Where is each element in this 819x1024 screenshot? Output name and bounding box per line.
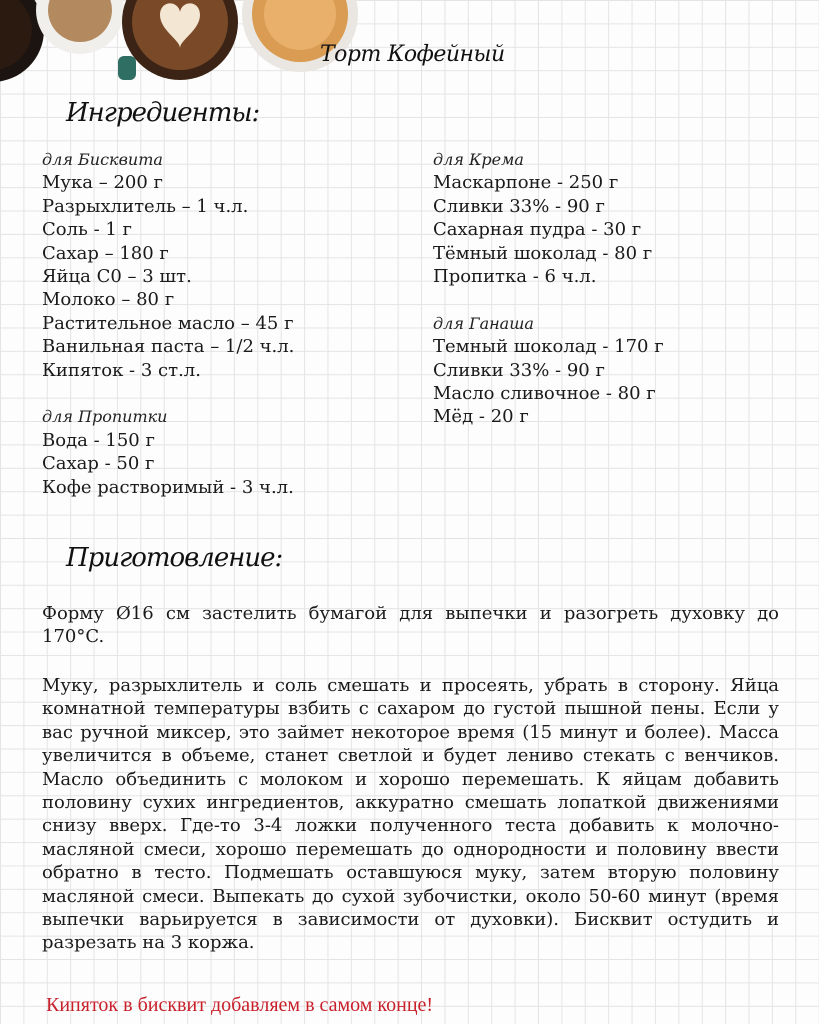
sponge-item: Яйца С0 – 3 шт. [42, 266, 192, 288]
ganache-heading: для Ганаша [433, 313, 534, 333]
sponge-item: Растительное масло – 45 г [42, 312, 294, 334]
sponge-item: Мука – 200 г [42, 172, 163, 194]
preparation-step: Форму Ø16 см застелить бумагой для выпечки и разогреть духовку до 170°C. [42, 603, 779, 648]
ganache-item: Мёд - 20 г [433, 406, 529, 428]
coffee-cups-image [0, 0, 360, 90]
sponge-item: Соль - 1 г [42, 219, 132, 241]
cream-heading: для Крема [433, 150, 524, 169]
ingredients-left-column [42, 148, 294, 499]
soak-item: Кофе растворимый - 3 ч.л. [42, 476, 294, 498]
cream-item: Пропитка - 6 ч.л. [433, 266, 597, 288]
ganache-item: Сливки 33% - 90 г [433, 359, 605, 381]
cream-item: Маскарпоне - 250 г [433, 172, 619, 194]
ganache-item: Темный шоколад - 170 г [433, 336, 664, 358]
soak-heading: для Пропитки [42, 407, 168, 427]
preparation-heading: Приготовление: [66, 543, 283, 573]
warning-note: Кипяток в бисквит добавляем в самом конце! [46, 994, 434, 1016]
sponge-heading: для Бисквита [42, 150, 163, 169]
cream-item: Тёмный шоколад - 80 г [433, 242, 653, 264]
ingredients-right-column [433, 148, 664, 429]
ganache-item: Масло сливочное - 80 г [433, 383, 656, 405]
sponge-item: Разрыхлитель – 1 ч.л. [42, 195, 249, 217]
sponge-item: Молоко – 80 г [42, 289, 175, 311]
soak-item: Сахар - 50 г [42, 453, 155, 475]
cream-item: Сахарная пудра - 30 г [433, 219, 642, 241]
sponge-item: Сахар – 180 г [42, 242, 169, 264]
sponge-item: Ванильная паста – 1/2 ч.л. [42, 336, 295, 358]
sponge-item: Кипяток - 3 ст.л. [42, 359, 201, 381]
cream-item: Сливки 33% - 90 г [433, 195, 605, 217]
recipe-title: Торт Кофейный [320, 42, 505, 67]
ingredients-heading: Ингредиенты: [66, 98, 260, 128]
preparation-step: Муку, разрыхлитель и соль смешать и просеять, убрать в сторону. Яйца комнатной температуры взбить с сахаром до густой пышной пены. Если у вас ручной миксер, это займет некоторое время (15 минут и более). Масса увеличится в объеме, станет светлой и будет лениво стекать с венчиков. Масло объединить с молоком и хорошо перемешать. К яйцам добавить половину сухих ингредиентов, аккуратно смешать лопаткой движениями снизу вверх. Где-то 3-4 ложки полученного теста добавить к молочно-масляной смеси, хорошо перемешать до однородности и половину ввести обратно в тесто. Подмешать оставшуюся муку, затем вторую половину масляной смеси. Выпекать до сухой зубочистки, около 50-60 минут (время выпечки варьируется в зависимости от духовки). Бисквит остудить и разрезать на 3 коржа. [42, 675, 779, 954]
soak-item: Вода - 150 г [42, 429, 155, 451]
